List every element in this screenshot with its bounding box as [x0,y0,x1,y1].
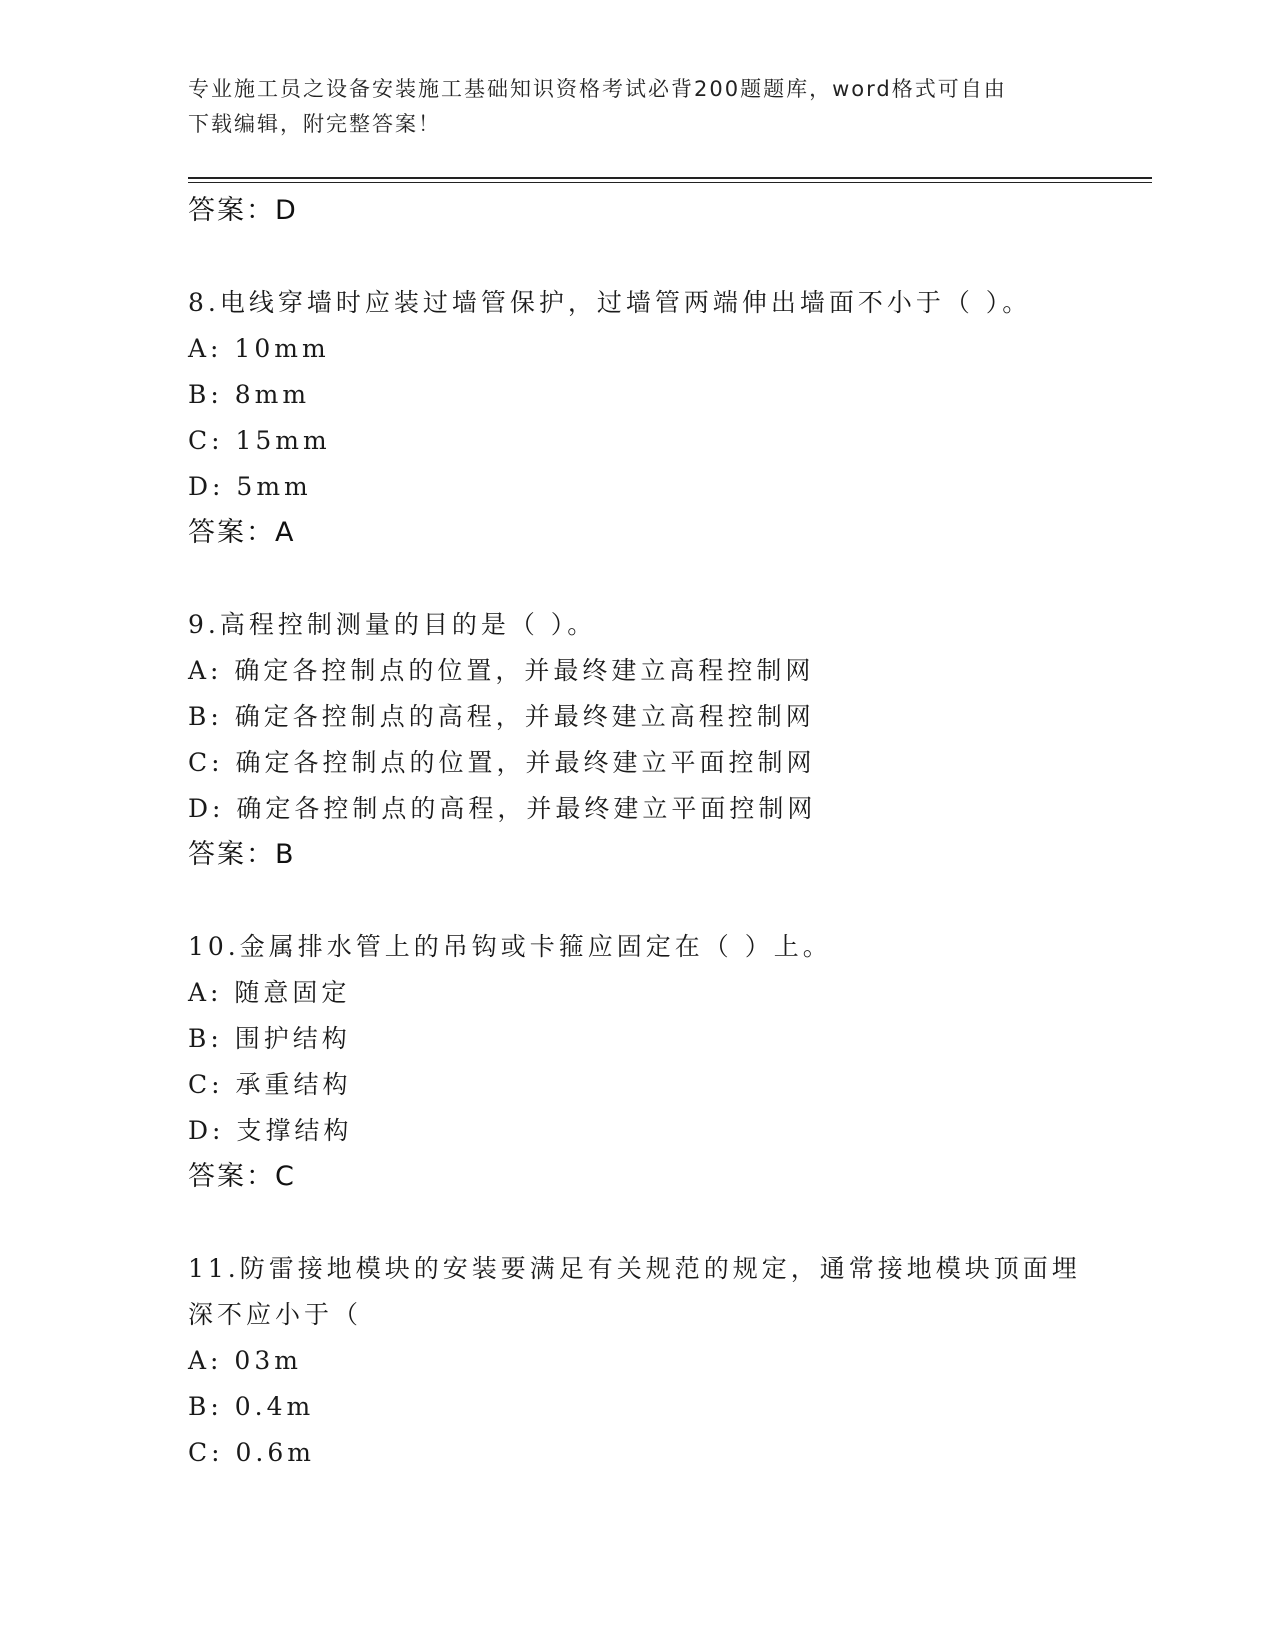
question-stem-line-1: 11.防雷接地模块的安装要满足有关规范的规定，通常接地模块顶面埋 [188,1254,1081,1283]
option-a: A: 随意固定 [188,978,351,1007]
option-d: D: 支撑结构 [188,1116,353,1145]
option-c: C: 确定各控制点的位置，并最终建立平面控制网 [188,748,816,777]
option-b: B: 围护结构 [188,1024,351,1053]
option-b: B: 0.4m [188,1392,315,1421]
option-a: A: 10mm [188,334,330,363]
question-stem: 9.高程控制测量的目的是（ ）。 [188,610,597,639]
question-stem: 10.金属排水管上的吊钩或卡箍应固定在（ ）上。 [188,932,832,961]
option-b: B: 8mm [188,380,311,409]
spacer [188,1200,1108,1246]
option-d: D: 5mm [188,472,312,501]
question-block [188,280,1108,556]
option-a: A: 确定各控制点的位置，并最终建立高程控制网 [188,656,815,685]
option-d: D: 确定各控制点的高程，并最终建立平面控制网 [188,794,817,823]
question-stem: 8.电线穿墙时应装过墙管保护，过墙管两端伸出墙面不小于（ ）。 [188,288,1032,317]
header-divider-thick [188,177,1152,179]
option-c: C: 0.6m [188,1438,315,1467]
header-line-1: 专业施工员之设备安装施工基础知识资格考试必背200题题库，word格式可自由 [188,77,1007,101]
spacer [188,556,1108,602]
option-c: C: 15mm [188,426,331,455]
question-block [188,602,1108,878]
previous-answer: 答案：D [188,195,298,226]
question-list [188,188,1108,1476]
answer-label: 答案：C [188,1161,296,1192]
question-stem-line-2: 深不应小于（ [188,1300,363,1329]
question-block [188,924,1108,1200]
option-c: C: 承重结构 [188,1070,352,1099]
answer-label: 答案：A [188,517,296,548]
answer-label: 答案：B [188,839,296,870]
header-line-2: 下载编辑，附完整答案！ [188,112,441,136]
header-divider-thin [188,182,1152,183]
spacer [188,878,1108,924]
question-block [188,1246,1108,1476]
spacer [188,234,1108,280]
option-b: B: 确定各控制点的高程，并最终建立高程控制网 [188,702,815,731]
option-a: A: 03m [188,1346,302,1375]
document-header [188,72,1068,142]
